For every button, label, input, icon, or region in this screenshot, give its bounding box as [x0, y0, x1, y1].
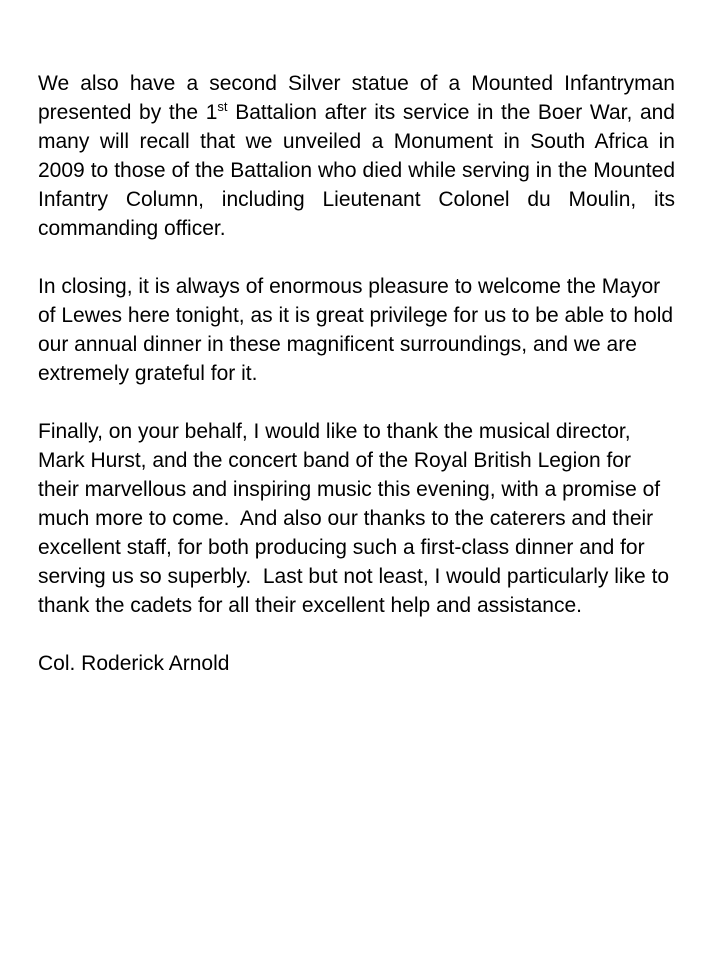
paragraph-1-text-a: We also have a second Silver statue of a Mounted Infantryman presented by the 1: [38, 72, 675, 124]
paragraph-closing: In closing, it is always of enormous pleasure to welcome the Mayor of Lewes here tonight, as it is great privilege for us to be able to hold our annual dinner in these magnificent surroundings, and we are extremely grateful for it.: [38, 275, 674, 385]
paragraph-1-text-b: Battalion after its service in the Boer War, and many will recall that we unveiled a Monument in South Africa in 2009 to those of the Battalion who died while serving in the Mounted Infantry Column, including Lieutenant Colonel du Moulin, its commanding officer.: [38, 101, 675, 240]
paragraph-thanks: Finally, on your behalf, I would like to thank the musical director, Mark Hurst, and the concert band of the Royal British Legion for their marvellous and inspiring music this evening, with a promise of much more to come. And also our thanks to the caterers and their excellent staff, for both producing such a first-class dinner and for serving us so superbly. Last but not least, I would particularly like to thank the cadets for all their excellent help and assistance.: [38, 420, 675, 617]
ordinal-superscript: st: [217, 99, 228, 114]
document-page: [38, 69, 675, 678]
signature: Col. Roderick Arnold: [38, 652, 230, 675]
paragraph-silver-statue: [38, 69, 675, 243]
